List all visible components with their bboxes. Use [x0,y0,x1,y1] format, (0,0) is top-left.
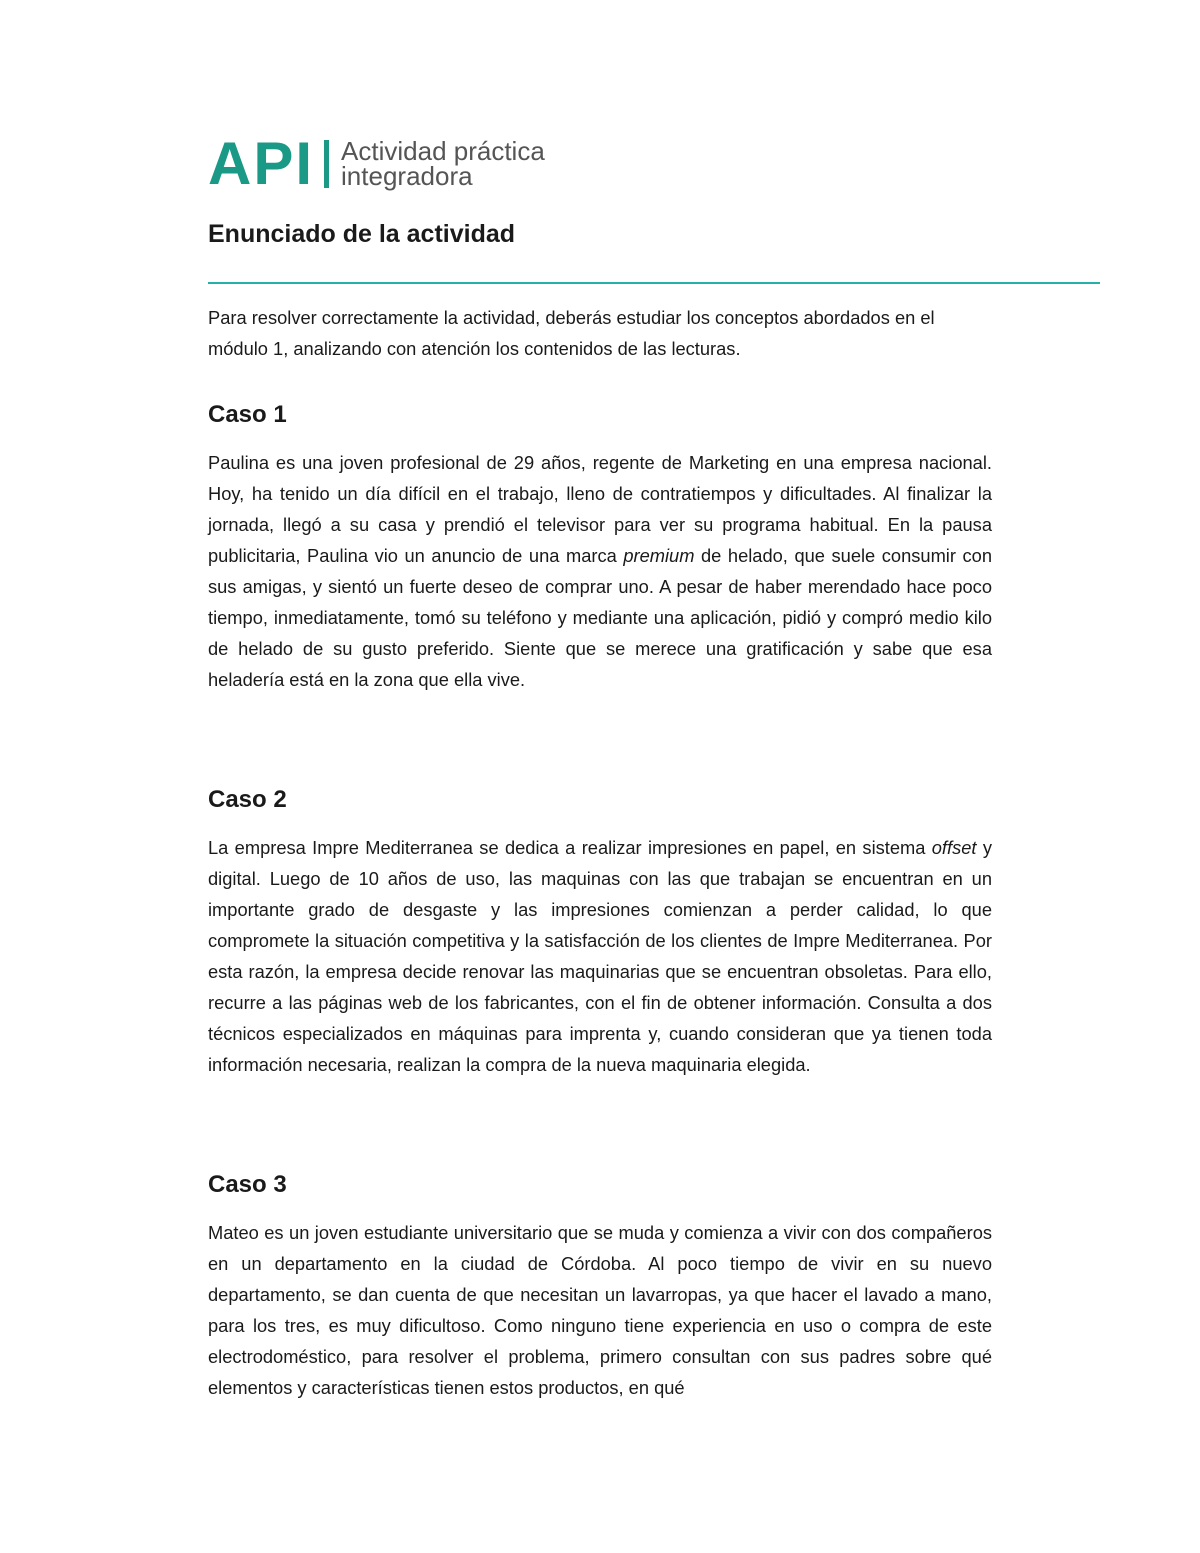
intro-paragraph: Para resolver correctamente la actividad, deberás estudiar los conceptos abordados en el módulo 1, analizando con atención los contenidos de las lecturas. [208,307,935,359]
logo-mark: API [208,130,315,197]
case-2-text-a: La empresa Impre Mediterranea se dedica a realizar impresiones en papel, en sistema [208,837,932,858]
case-3-title: Caso 3 [208,1171,287,1198]
page-heading: Enunciado de la actividad [208,220,516,248]
case-2-paragraph [208,832,992,1080]
case-1-emphasis: premium [623,545,695,566]
api-logo [208,130,545,197]
case-2-text-b: y digital. Luego de 10 años de uso, las maquinas con las que trabajan se encuentran en un importante grado de desgaste y las impresiones comienzan a perder calidad, lo que compromete la situación competitiva y la satisfacción de los clientes de Impre Mediterranea. Por esta razón, la empresa decide renovar las maquinarias que se encuentran obsoletas. Para ello, recurre a las páginas web de los fabricantes, con el fin de obtener información. Consulta a dos técnicos especializados en máquinas para imprenta y, cuando consideran que ya tienen toda información necesaria, realizan la compra de la nueva maquinaria elegida. [208,837,992,1075]
case-2-title: Caso 2 [208,786,287,813]
case-1-title: Caso 1 [208,401,287,428]
logo-divider [324,140,329,188]
case-1-text-a: Paulina es una joven profesional de 29 años, regente de Marketing en una empresa nacional. Hoy, ha tenido un día difícil en el trabajo, lleno de contratiempos y dificultades. Al finalizar la jornada, llegó a su casa y prendió el televisor para ver su programa habitual. En la pausa publicitaria, Paulina vio un anuncio de una marca [208,452,992,566]
logo-text-line2: integradora [341,161,473,191]
case-2-emphasis: offset [931,837,977,858]
logo-text [341,136,545,191]
case-1-paragraph [208,447,992,695]
case-1-text-b: de helado, que suele consumir con sus amigas, y sientó un fuerte deseo de comprar uno. A pesar de haber merendado hace poco tiempo, inmediatamente, tomó su teléfono y mediante una aplicación, pidió y compró medio kilo de helado de su gusto preferido. Siente que se merece una gratificación y sabe que esa heladería está en la zona que ella vive. [208,545,992,690]
case-3-paragraph: Mateo es un joven estudiante universitario que se muda y comienza a vivir con dos compañeros en un departamento en la ciudad de Córdoba. Al poco tiempo de vivir en su nuevo departamento, se dan cuenta de que necesitan un lavarropas, ya que hacer el lavado a mano, para los tres, es muy dificultoso. Como ninguno tiene experiencia en uso o compra de este electrodoméstico, para resolver el problema, primero consultan con sus padres sobre qué elementos y características tienen estos productos, en qué [208,1222,992,1398]
logo-text-line1: Actividad práctica [341,136,545,166]
heading-divider [208,282,1100,284]
